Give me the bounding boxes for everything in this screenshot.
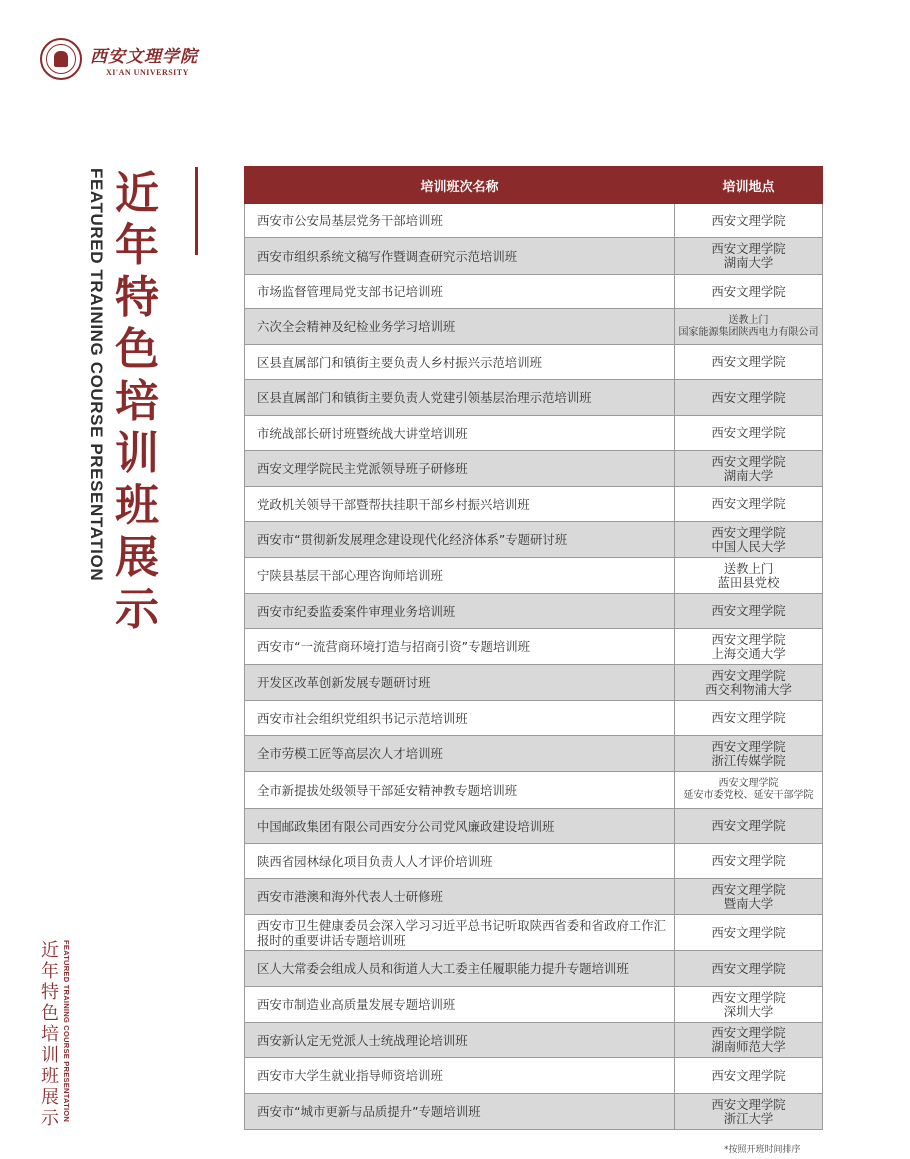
table-row bbox=[245, 1058, 823, 1094]
course-name-cell: 宁陕县基层干部心理咨询师培训班 bbox=[245, 558, 675, 594]
table-body bbox=[245, 204, 823, 1130]
location-line: 西安文理学院 bbox=[711, 989, 786, 1005]
location-line: 浙江大学 bbox=[723, 1110, 774, 1126]
location-cell bbox=[675, 451, 823, 487]
location-line: 湖南师范大学 bbox=[711, 1039, 786, 1054]
table-row bbox=[245, 629, 823, 665]
location-line: 西安文理学院 bbox=[718, 778, 779, 789]
course-name-cell: 西安市纪委监委案件审理业务培训班 bbox=[245, 594, 675, 629]
location-cell bbox=[675, 1058, 823, 1094]
course-name-cell: 西安新认定无党派人士统战理论培训班 bbox=[245, 1023, 675, 1058]
location-cell bbox=[675, 380, 823, 416]
footer-title-en: FEATURED TRAINING COURSE PRESENTATION bbox=[62, 940, 71, 1123]
location-line: 送教上门 bbox=[723, 560, 774, 576]
course-name-cell: 市统战部长研讨班暨统战大讲堂培训班 bbox=[245, 416, 675, 451]
table-row bbox=[245, 558, 823, 594]
location-cell bbox=[675, 416, 823, 451]
location-line: 西安文理学院 bbox=[711, 283, 786, 299]
location-line: 西安文理学院 bbox=[711, 1025, 786, 1040]
location-line: 中国人民大学 bbox=[711, 538, 786, 554]
location-line: 湖南大学 bbox=[723, 255, 774, 270]
location-line: 西安文理学院 bbox=[711, 738, 786, 754]
location-line: 西安文理学院 bbox=[711, 631, 786, 647]
course-name-cell: 西安市大学生就业指导师资培训班 bbox=[245, 1058, 675, 1094]
location-cell bbox=[675, 238, 823, 275]
location-line: 西安文理学院 bbox=[711, 924, 786, 940]
course-name-cell: 西安市制造业高质量发展专题培训班 bbox=[245, 987, 675, 1023]
location-line: 西安文理学院 bbox=[711, 710, 786, 725]
table-row bbox=[245, 844, 823, 879]
location-line: 西安文理学院 bbox=[711, 881, 786, 897]
table-row bbox=[245, 309, 823, 345]
course-name-cell: 开发区改革创新发展专题研讨班 bbox=[245, 665, 675, 701]
location-cell bbox=[675, 558, 823, 594]
course-name-cell: 西安文理学院民主党派领导班子研修班 bbox=[245, 451, 675, 487]
location-cell bbox=[675, 345, 823, 380]
table-row bbox=[245, 594, 823, 629]
location-cell bbox=[675, 629, 823, 665]
training-course-table bbox=[244, 166, 823, 1130]
table-row bbox=[245, 809, 823, 844]
location-line: 深圳大学 bbox=[723, 1003, 774, 1019]
location-line: 西安文理学院 bbox=[711, 354, 786, 369]
table-row bbox=[245, 451, 823, 487]
location-line: 西安文理学院 bbox=[711, 603, 786, 618]
course-name-cell: 西安市港澳和海外代表人士研修班 bbox=[245, 879, 675, 915]
table-row bbox=[245, 204, 823, 238]
location-line: 西安文理学院 bbox=[711, 496, 786, 511]
location-line: 西安文理学院 bbox=[711, 667, 786, 683]
table-row bbox=[245, 275, 823, 309]
course-name-cell: 西安市公安局基层党务干部培训班 bbox=[245, 204, 675, 238]
location-cell bbox=[675, 487, 823, 522]
course-name-cell: 市场监督管理局党支部书记培训班 bbox=[245, 275, 675, 309]
table-row bbox=[245, 987, 823, 1023]
page-title: 近年特色培训班展示 bbox=[115, 168, 159, 635]
course-name-cell: 区人大常委会组成人员和街道人大工委主任履职能力提升专题培训班 bbox=[245, 951, 675, 987]
table-row bbox=[245, 1023, 823, 1058]
table-row bbox=[245, 665, 823, 701]
location-cell bbox=[675, 1094, 823, 1130]
table-row bbox=[245, 701, 823, 736]
location-line: 西安文理学院 bbox=[711, 1096, 786, 1112]
table-row bbox=[245, 736, 823, 772]
table-row bbox=[245, 487, 823, 522]
location-line: 西安文理学院 bbox=[711, 453, 786, 469]
title-divider bbox=[195, 167, 198, 255]
table-row bbox=[245, 879, 823, 915]
location-line: 西安文理学院 bbox=[711, 425, 786, 440]
table-row bbox=[245, 1094, 823, 1130]
table-row bbox=[245, 951, 823, 987]
course-name-cell: 党政机关领导干部暨帮扶挂职干部乡村振兴培训班 bbox=[245, 487, 675, 522]
course-name-cell: 区县直属部门和镇街主要负责人乡村振兴示范培训班 bbox=[245, 345, 675, 380]
course-name-cell: 西安市社会组织党组织书记示范培训班 bbox=[245, 701, 675, 736]
location-line: 西安文理学院 bbox=[711, 1067, 786, 1083]
course-name-cell: 中国邮政集团有限公司西安分公司党风廉政建设培训班 bbox=[245, 809, 675, 844]
location-cell bbox=[675, 1023, 823, 1058]
location-cell bbox=[675, 594, 823, 629]
location-line: 西交利物浦大学 bbox=[705, 681, 792, 697]
logo-text bbox=[90, 42, 198, 77]
location-cell bbox=[675, 951, 823, 987]
location-cell bbox=[675, 701, 823, 736]
course-name-cell: 西安市“城市更新与品质提升”专题培训班 bbox=[245, 1094, 675, 1130]
course-name-cell: 西安市“贯彻新发展理念建设现代化经济体系”专题研讨班 bbox=[245, 522, 675, 558]
course-name-cell: 西安市组织系统文稿写作暨调查研究示范培训班 bbox=[245, 238, 675, 275]
table-row bbox=[245, 772, 823, 809]
location-cell bbox=[675, 772, 823, 809]
location-cell bbox=[675, 844, 823, 879]
table-row bbox=[245, 416, 823, 451]
table-row bbox=[245, 238, 823, 275]
location-cell bbox=[675, 915, 823, 951]
location-cell bbox=[675, 275, 823, 309]
page-title-en: FEATURED TRAINING COURSE PRESENTATION bbox=[87, 168, 106, 582]
location-line: 延安市委党校、延安干部学院 bbox=[683, 790, 814, 801]
table-row bbox=[245, 522, 823, 558]
table-row bbox=[245, 915, 823, 951]
footer-title: 近年特色培训班展示 bbox=[41, 940, 59, 1129]
location-line: 湖南大学 bbox=[723, 467, 774, 483]
location-line: 西安文理学院 bbox=[711, 389, 786, 405]
location-line: 西安文理学院 bbox=[711, 853, 786, 868]
location-line: 西安文理学院 bbox=[711, 818, 786, 833]
header-course-name: 培训班次名称 bbox=[245, 167, 675, 204]
course-name-cell: 全市劳模工匠等高层次人才培训班 bbox=[245, 736, 675, 772]
location-line: 蓝田县党校 bbox=[717, 574, 780, 590]
table-row bbox=[245, 345, 823, 380]
location-cell bbox=[675, 736, 823, 772]
location-line: 上海交通大学 bbox=[711, 645, 786, 661]
location-line: 暨南大学 bbox=[723, 895, 774, 911]
logo-name-en: XI'AN UNIVERSITY bbox=[106, 67, 189, 77]
location-cell bbox=[675, 204, 823, 238]
sort-footnote: *按照开班时间排序 bbox=[724, 1145, 801, 1155]
location-cell bbox=[675, 309, 823, 345]
location-line: 送教上门 bbox=[728, 314, 769, 326]
course-name-cell: 陕西省园林绿化项目负责人人才评价培训班 bbox=[245, 844, 675, 879]
location-cell bbox=[675, 522, 823, 558]
location-line: 西安文理学院 bbox=[711, 212, 786, 228]
logo-name-cn: 西安文理学院 bbox=[90, 46, 198, 67]
location-cell bbox=[675, 665, 823, 701]
header-location: 培训地点 bbox=[675, 167, 823, 204]
location-cell bbox=[675, 987, 823, 1023]
location-cell bbox=[675, 809, 823, 844]
course-name-cell: 西安市“一流营商环境打造与招商引资”专题培训班 bbox=[245, 629, 675, 665]
course-name-cell: 六次全会精神及纪检业务学习培训班 bbox=[245, 309, 675, 345]
location-line: 西安文理学院 bbox=[711, 241, 786, 256]
university-seal-icon bbox=[40, 38, 82, 80]
location-line: 国家能源集团陕西电力有限公司 bbox=[678, 326, 819, 338]
location-line: 浙江传媒学院 bbox=[711, 752, 786, 768]
course-name-cell: 区县直属部门和镇街主要负责人党建引领基层治理示范培训班 bbox=[245, 380, 675, 416]
location-cell bbox=[675, 879, 823, 915]
university-logo bbox=[40, 38, 198, 80]
location-line: 西安文理学院 bbox=[711, 960, 786, 976]
table-row bbox=[245, 380, 823, 416]
table-header-row bbox=[245, 167, 823, 204]
course-name-cell: 西安市卫生健康委员会深入学习习近平总书记听取陕西省委和省政府工作汇报时的重要讲话专题培训班 bbox=[245, 915, 675, 951]
location-line: 西安文理学院 bbox=[711, 524, 786, 540]
course-name-cell: 全市新提拔处级领导干部延安精神教专题培训班 bbox=[245, 772, 675, 809]
